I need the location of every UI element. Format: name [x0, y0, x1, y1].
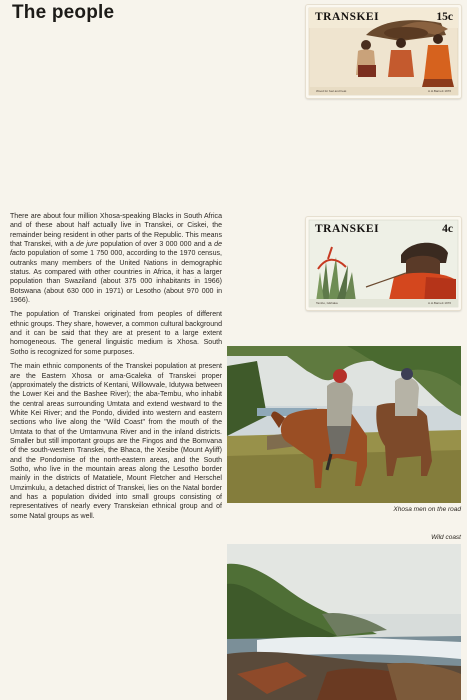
body-text — [10, 212, 222, 526]
stamp-value-label: 4c — [442, 223, 453, 235]
photo-xhosa-men — [227, 346, 461, 503]
stamp-4c — [306, 217, 461, 310]
stamp-artist: A.H.Barnett 1976 — [427, 89, 451, 93]
stamp-caption: Wood for fuel and heat — [316, 89, 347, 93]
stamp-15c — [306, 5, 461, 98]
photo-caption-wild-coast: Wild coast — [431, 534, 461, 541]
stamp-artist: A.H.Barnett 1976 — [427, 301, 451, 305]
paragraph-ethnic-groups: The main ethnic components of the Transkei population at present are the Eastern Xhosa or ama-Gcaleka of Transkei proper (approximately the districts of Kentani, Willowvale, Idutywa between the Lower Kei and the Bashee River); the aba-Tembu, who inhabit the central areas surrounding Umtata and extend westward to the White Kei River; and the Pondo, divided into western and eastern sections who live along the "Wild Coast" from the mouth of the Umtata to that of the Umtamvuna River and in the inland districts. Smaller but still important groups are the Fingos and the Bomvana of the south-western Transkei, the Bhaca, the Xesibe (Mount Ayliff) and the Pondomise of the north-eastern areas, and the South Sotho, who live in the mountain areas along the Lesotho border mainly in the districts of Matatiele, Mount Fletcher and Herschel Umzimkulu, a detached district of Transkei, lies on the Natal border and has a population divided into small groups consisting of representatives of nearly every Transkeian ethnical group and of some Natal groups as well. — [10, 363, 222, 520]
photo-xhosa-men-image — [227, 346, 461, 503]
paragraph-origins: The population of Transkei originated from peoples of different ethnic groups. They share, however, a common cultural background and it can be said that they are at present to a large extent homogeneous. The general linguistic medium is Xhosa. South Sotho is recognized for some purposes. — [10, 311, 222, 356]
photo-caption-xhosa-men: Xhosa men on the road — [393, 506, 461, 513]
stamp-value-label: 15c — [436, 11, 453, 23]
photo-wild-coast — [227, 544, 461, 700]
photo-wild-coast-image — [227, 544, 461, 700]
stamp-country-label: TRANSKEI — [315, 11, 380, 23]
stamp-country-label: TRANSKEI — [315, 223, 380, 235]
stamp-caption: Tambo, Isikhaka — [316, 301, 338, 305]
paragraph-population: There are about four million Xhosa-speaking Blacks in South Africa and of these about half actually live in Transkei, or Ciskei, the remainder being resident in other parts of the Republic. This means that Transkei, with a de jure population of over 3 000 000 and a de facto population of some 1 750 000, according to the 1970 census, outranks many members of the United Nations in demographic status. As compared with other countries in Africa, it has a larger population than Swaziland (about 375 000 inhabitants in 1966) Botswana (about 630 000 in 1971) or Lesotho (about 970 000 in 1966). — [10, 213, 222, 305]
page-title: The people — [12, 2, 115, 23]
